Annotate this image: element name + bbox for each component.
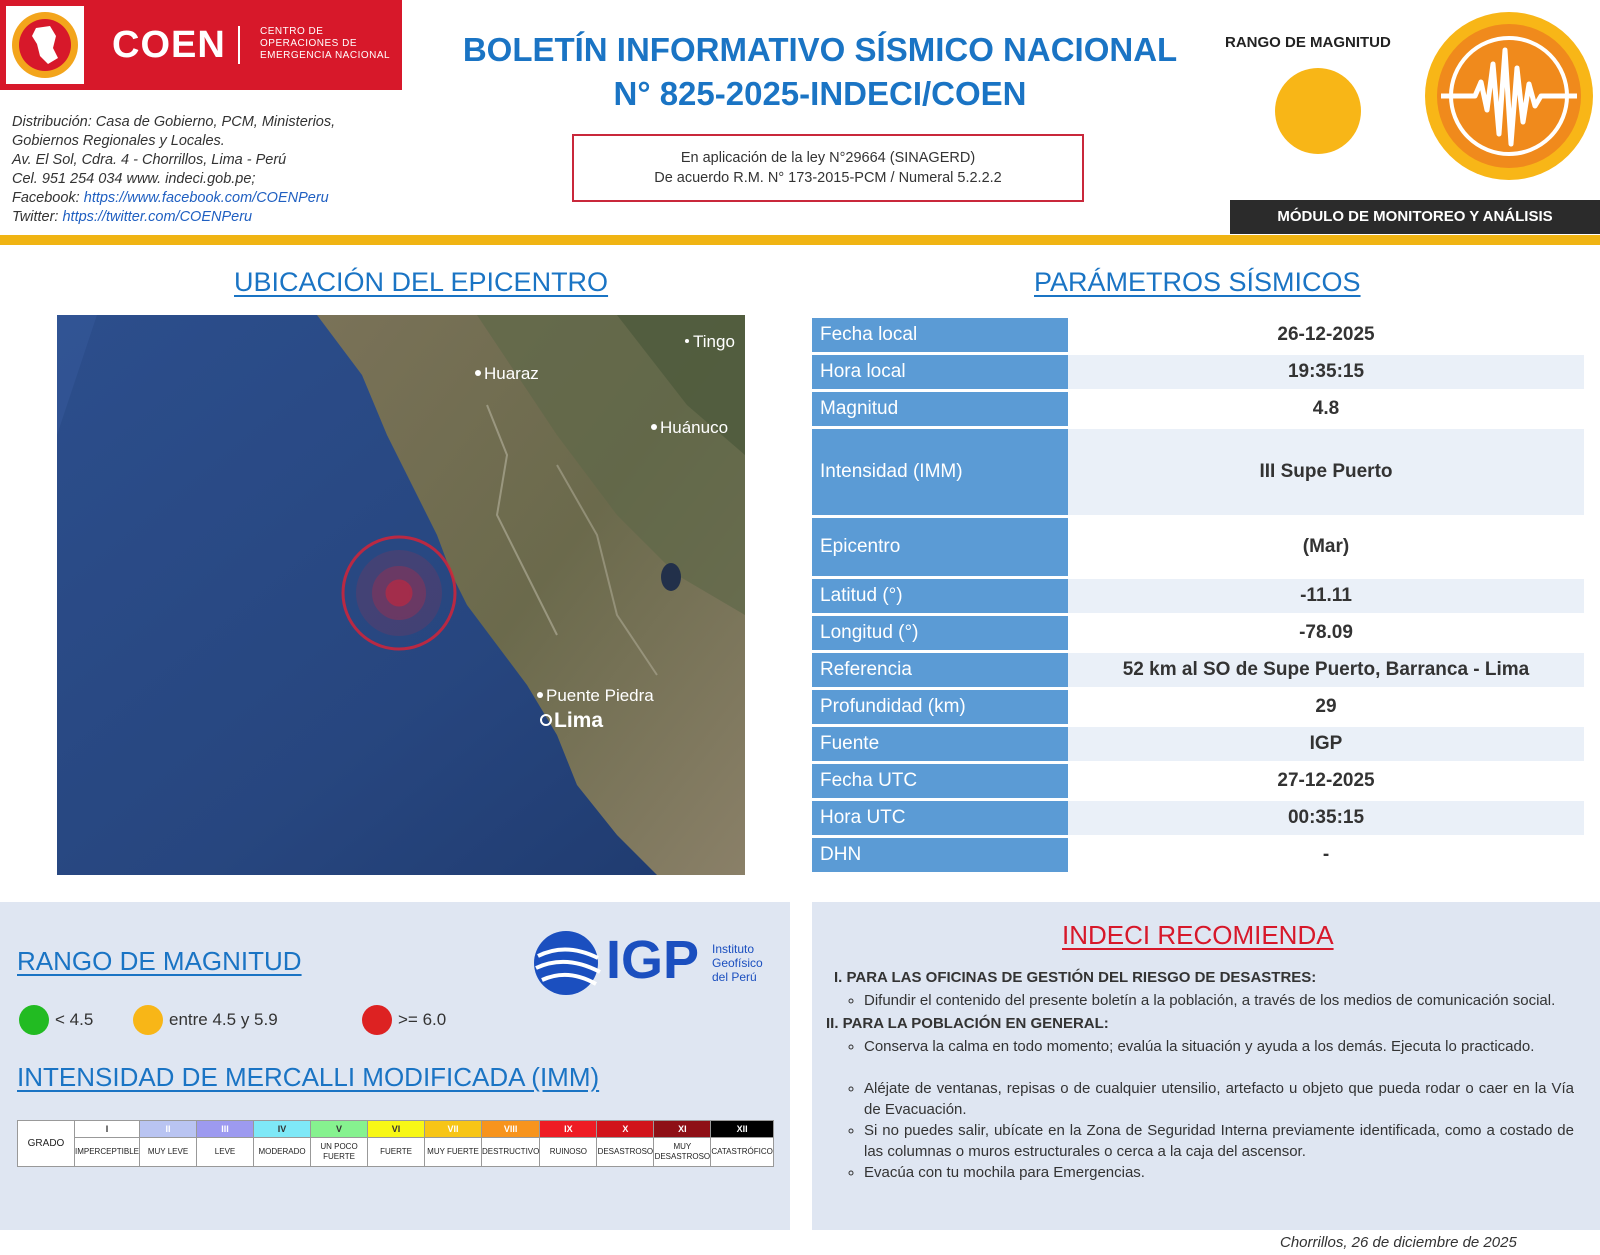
table-row [812,616,1584,650]
imm-level-7: VII [425,1121,482,1138]
magnitude-mid-label: entre 4.5 y 5.9 [169,1010,278,1029]
map-label-puente-piedra: Puente Piedra [546,686,654,705]
rec-list-1 [826,990,1574,1011]
twitter-link[interactable]: https://twitter.com/COENPeru [62,209,253,225]
facebook-label: Facebook: [12,190,84,206]
distribution-line: Distribución: Casa de Gobierno, PCM, Ministerios, [12,114,336,130]
imm-num-row [18,1121,774,1138]
imm-label-9: RUINOSO [540,1138,597,1167]
logo-wordmark: COEN [112,24,226,66]
param-value: (Mar) [1068,518,1584,576]
imm-level-6: VI [368,1121,425,1138]
imm-level-5: V [311,1121,368,1138]
table-row [812,392,1584,426]
igp-logo [532,928,763,1003]
law-line: En aplicación de la ley N°29664 (SINAGERD) [680,150,976,166]
list-item: ◦ Evacúa con tu mochila para Emergencias. [864,1162,1574,1183]
table-row [812,690,1584,724]
param-label: Fecha local [812,318,1068,352]
imm-level-1: I [75,1121,140,1138]
param-label: Longitud (°) [812,616,1068,650]
table-row [812,801,1584,835]
table-row [812,429,1584,515]
imm-level-4: IV [254,1121,311,1138]
igp-subtitle [712,942,782,984]
imm-label-12: CATASTRÓFICO [711,1138,773,1167]
param-value: 4.8 [1068,392,1584,426]
logo-sub-line: CENTRO DE [260,26,324,37]
magnitude-high-dot [362,1005,392,1035]
param-label: Profundidad (km) [812,690,1068,724]
imm-label-10: DESASTROSO [597,1138,654,1167]
seismic-parameters-table [812,315,1584,875]
igp-sub-line: del Perú [712,970,757,984]
rec-section-1: I. PARA LAS OFICINAS DE GESTIÓN DEL RIESGO DE DESASTRES: [834,969,1317,986]
table-row [812,318,1584,352]
coen-logo [0,0,402,90]
igp-sub-line: Geofísico [712,956,763,970]
imm-scale-table [17,1120,774,1167]
bulletin-title-line1: BOLETÍN INFORMATIVO SÍSMICO NACIONAL [462,31,1178,68]
twitter-line [12,208,432,227]
param-value: - [1068,838,1584,872]
table-row [812,518,1584,576]
imm-label-4: MODERADO [254,1138,311,1167]
param-value: III Supe Puerto [1068,429,1584,515]
param-value: 19:35:15 [1068,355,1584,389]
imm-label-3: LEVE [197,1138,254,1167]
bulletin-title [440,28,1200,116]
igp-wordmark: IGP [606,930,700,990]
facebook-link[interactable]: https://www.facebook.com/COENPeru [83,190,329,206]
logo-separator [238,26,240,64]
param-label: Epicentro [812,518,1068,576]
table-row [812,653,1584,687]
imm-label-2: MUY LEVE [140,1138,197,1167]
distribution-line: Gobiernos Regionales y Locales. [12,133,225,149]
table-row [812,764,1584,798]
list-item: ◦ Aléjate de ventanas, repisas o de cualquier utensilio, artefacto u objeto que pueda rodar o caer en la Vía de Evacuación. [864,1078,1574,1120]
param-value: 00:35:15 [1068,801,1584,835]
imm-label-6: FUERTE [368,1138,425,1167]
imm-label-11: MUY DESASTROSO [654,1138,711,1167]
magnitude-low-label: < 4.5 [55,1010,94,1029]
param-value: 26-12-2025 [1068,318,1584,352]
param-value: IGP [1068,727,1584,761]
distribution-info [12,113,432,227]
epicenter-section-title: UBICACIÓN DEL EPICENTRO [234,267,609,297]
param-value: -11.11 [1068,579,1584,613]
recommendations-title: INDECI RECOMIENDA [1062,920,1334,950]
table-row [812,579,1584,613]
list-item: ◦ Difundir el contenido del presente boletín a la población, a través de los medios de comunicación social. [864,990,1574,1011]
imm-level-10: X [597,1121,654,1138]
rec-list-2 [826,1036,1574,1183]
logo-sub-line: OPERACIONES DE [260,38,358,49]
list-item: ◦ Si no puedes salir, ubícate en la Zona de Seguridad Interna previamente identificada, como a costado de las columnas o muros estructurales o cerca a la caja del ascensor. [864,1120,1574,1162]
recommendations-body [826,965,1574,1183]
imm-label-8: DESTRUCTIVO [482,1138,540,1167]
imm-level-11: XI [654,1121,711,1138]
bulletin-number: N° 825-2025-INDECI/COEN [613,75,1027,112]
law-box [572,134,1084,202]
igp-sub-line: Instituto [712,942,755,956]
param-value: -78.09 [1068,616,1584,650]
params-section-title: PARÁMETROS SÍSMICOS [1034,267,1361,297]
table-row [812,838,1584,872]
seismograph-icon [1423,10,1595,182]
param-value: 27-12-2025 [1068,764,1584,798]
imm-level-2: II [140,1121,197,1138]
map-label-tingo: Tingo [693,332,735,351]
igp-globe-icon [532,928,606,998]
param-label: Latitud (°) [812,579,1068,613]
rec-section-2: II. PARA LA POBLACIÓN EN GENERAL: [826,1015,1109,1032]
param-value: 52 km al SO de Supe Puerto, Barranca - Lima [1068,653,1584,687]
law-line: De acuerdo R.M. N° 173-2015-PCM / Numeral 5.2.2.2 [654,170,1002,186]
imm-level-8: VIII [482,1121,540,1138]
epicenter-map [57,315,745,875]
imm-level-12: XII [711,1121,773,1138]
logo-sub-line: EMERGENCIA NACIONAL [260,50,391,61]
param-label: Fecha UTC [812,764,1068,798]
twitter-label: Twitter: [12,209,63,225]
map-label-lima: Lima [554,709,604,732]
param-label: Intensidad (IMM) [812,429,1068,515]
table-row [812,727,1584,761]
address-line: Av. El Sol, Cdra. 4 - Chorrillos, Lima - Perú [12,152,287,168]
magnitude-high-label: >= 6.0 [398,1010,447,1029]
param-label: DHN [812,838,1068,872]
param-label: Hora local [812,355,1068,389]
map-label-huanuco: Huánuco [660,418,729,437]
param-label: Magnitud [812,392,1068,426]
imm-level-9: IX [540,1121,597,1138]
footer-date: Chorrillos, 26 de diciembre de 2025 [1280,1234,1517,1251]
imm-label-7: MUY FUERTE [425,1138,482,1167]
imm-title: INTENSIDAD DE MERCALLI MODIFICADA (IMM) [17,1062,600,1092]
param-label: Hora UTC [812,801,1068,835]
peru-shield-icon [6,6,84,84]
magnitude-mid-dot [133,1005,163,1035]
map-label-huaraz: Huaraz [484,364,539,383]
param-value: 29 [1068,690,1584,724]
imm-label-5: UN POCO FUERTE [311,1138,368,1167]
magnitude-range-dot [1275,68,1361,154]
table-row [812,355,1584,389]
imm-label-1: IMPERCEPTIBLE [75,1138,140,1167]
imm-level-3: III [197,1121,254,1138]
monitoring-module-banner: MÓDULO DE MONITOREO Y ANÁLISIS [1230,200,1600,234]
rango-magnitud-label: RANGO DE MAGNITUD [1225,34,1391,51]
magnitude-legend-title: RANGO DE MAGNITUD [17,946,302,976]
logo-subtitle [260,26,400,62]
magnitude-low-dot [19,1005,49,1035]
facebook-line [12,189,432,208]
header-divider [0,235,1600,245]
grado-label: GRADO [18,1121,75,1167]
param-label: Fuente [812,727,1068,761]
param-label: Referencia [812,653,1068,687]
contact-line: Cel. 951 254 034 www. indeci.gob.pe; [12,171,256,187]
list-item: ◦ Conserva la calma en todo momento; evalúa la situación y ayuda a los demás. Ejecuta lo practicado. [864,1036,1574,1057]
imm-label-row [18,1138,774,1167]
